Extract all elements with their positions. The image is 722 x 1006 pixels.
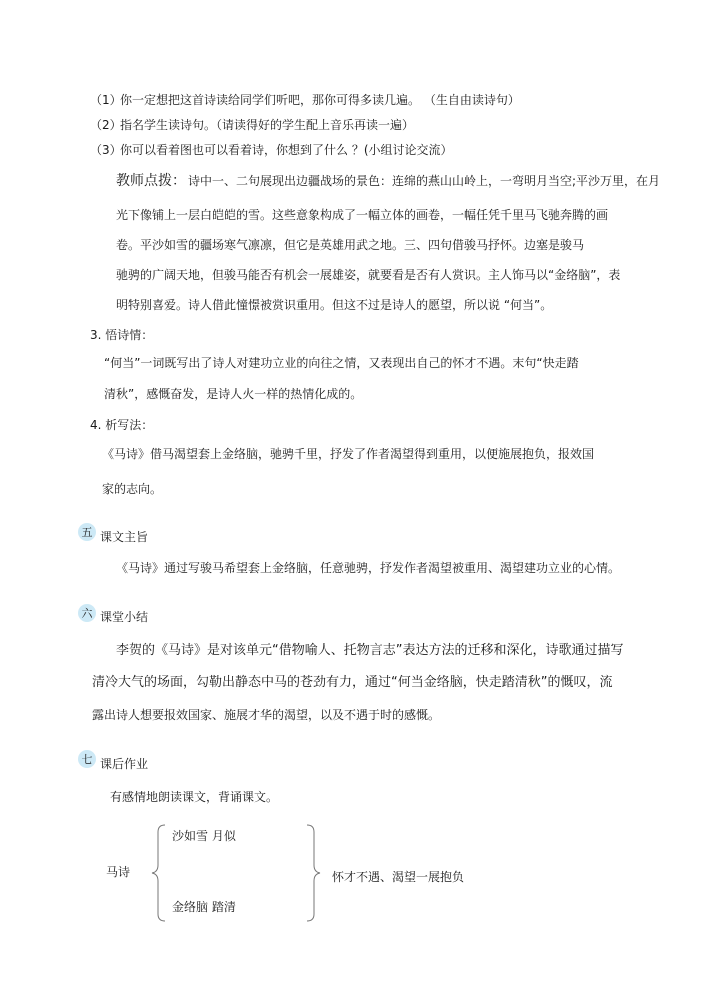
section-heading: 4. 析写法： — [90, 418, 154, 432]
teacher-note-label: 教师点拨： — [116, 173, 186, 189]
board-title: 马诗 — [106, 865, 131, 879]
step-text: 指名学生读诗句。（请读得好的学生配上音乐再读一遍） — [120, 118, 415, 132]
teacher-note-line: 光下像铺上一层白皑皑的雪。这些意象构成了一幅立体的画卷，一幅任凭千里马飞驰奔腾的画 — [116, 208, 609, 222]
paragraph-line: 清秋”，感慨奋发，是诗人火一样的热情化成的。 — [104, 387, 363, 401]
step-text: 你可以看着图也可以看着诗，你想到了什么 ？(小组讨论交流） — [120, 143, 453, 157]
paragraph-line: 有感情地朗读课文，背诵课文。 — [110, 790, 279, 804]
paragraph-line: 家的志向。 — [102, 482, 163, 496]
board-conclusion: 怀才不遇、渴望一展抱负 — [332, 870, 465, 884]
section-number-badge: 七 — [78, 750, 96, 768]
left-brace-icon — [150, 824, 166, 922]
board-bottom-item: 金络脑 踏清 — [172, 900, 236, 914]
paragraph-line: 清冷大气的场面，勾勒出静态中马的苍劲有力，通过“何当金络脑，快走踏清秋”的慨叹，流 — [92, 675, 613, 690]
board-top-item: 沙如雪 月似 — [172, 829, 236, 843]
teacher-note-line: 卷。平沙如雪的疆场寒气凛凛，但它是英雄用武之地。三、四句借骏马抒怀。边塞是骏马 — [116, 238, 585, 252]
paragraph-line: 露出诗人想要报效国家、施展才华的渴望，以及不遇于时的感慨。 — [92, 708, 441, 722]
teacher-note-line: 诗中一、二句展现出边疆战场的景色：连绵的燕山山岭上，一弯明月当空;平沙万里，在月 — [188, 174, 661, 188]
paragraph-line: 李贺的《马诗》是对该单元“借物喻人、托物言志”表达方法的迁移和深化，诗歌通过描写 — [116, 643, 624, 658]
step-number: （3） — [90, 143, 122, 157]
section-heading: 3. 悟诗情： — [90, 328, 154, 342]
paragraph-line: 《马诗》通过写骏马希望套上金络脑，任意驰骋，抒发作者渴望被重用、渴望建功立业的心情。 — [116, 561, 621, 575]
right-brace-icon — [306, 824, 322, 922]
step-number: （2） — [90, 118, 122, 132]
section-number-badge: 五 — [78, 523, 96, 541]
step-number: （1） — [90, 93, 122, 107]
teacher-note-line: 明特别喜爱。诗人借此憧憬被赏识重用。但这不过是诗人的愿望，所以说 “何当”。 — [116, 298, 553, 312]
section-number-badge: 六 — [78, 604, 96, 622]
section-title: 课堂小结 — [100, 610, 149, 624]
paragraph-line: “何当”一词既写出了诗人对建功立业的向往之情，又表现出自己的怀才不遇。末句“快走踏 — [104, 356, 579, 370]
paragraph-line: 《马诗》借马渴望套上金络脑，驰骋千里，抒发了作者渴望得到重用，以便施展抱负，报效国 — [102, 447, 595, 461]
section-title: 课文主旨 — [100, 530, 149, 544]
step-text: 你一定想把这首诗读给同学们听吧，那你可得多读几遍。 （生自由读诗句） — [120, 93, 520, 107]
teacher-note-line: 驰骋的广阔天地，但骏马能否有机会一展雄姿，就要看是否有人赏识。主人饰马以“金络脑”，表 — [116, 268, 621, 282]
section-title: 课后作业 — [100, 757, 149, 771]
